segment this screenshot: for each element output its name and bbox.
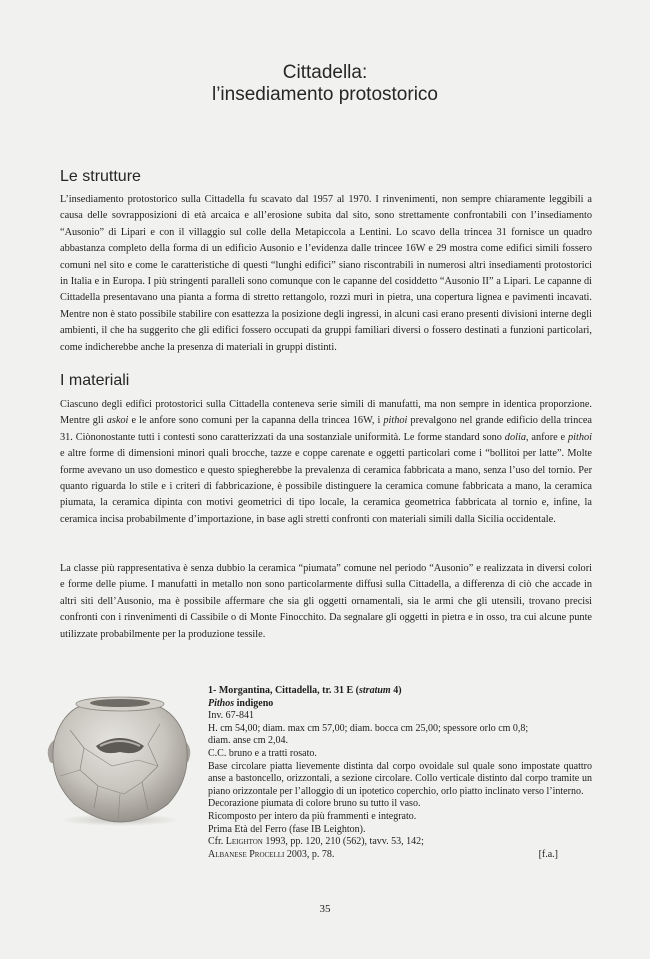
catalog-dimensions-2: diam. anse cm 2,04. (208, 735, 288, 747)
page-number: 35 (319, 903, 331, 915)
paragraph-strutture: L’insediamento protostorico sulla Cittadella fu scavato dal 1957 al 1970. I rinvenimenti, non sempre chiaramente leggibili a causa delle sovrapposizioni di età arcaica e all’erosione subita dal sito, sono strettamente confrontabili con l’insediamento “Ausonio” di Lipari e con il villaggio sul colle della Metapiccola a Lentini. Lo scavo della trincea 31 fornisce un quadro abbastanza completo della forma di un edificio Ausonio e l’evidenza dalle trincee 16W e 29 mostra come edifici simili fossero comuni nel sito e come le caratteristiche di questi “lunghi edifici” siano riscontrabili in numerosi altri insediamenti protostorici in Italia e in Europa. I più stringenti paralleli sono comunque con le capanne del cosiddetto “Ausonio II” a Lipari. Le capanne di Cittadella presentavano una pianta a forma di stretto rettangolo, rozzi muri in pietra, una copertura lignea e pavimenti incavati. Mentre non è stato possibile stabilire con esattezza la posizione degli ingressi, in alcuni casi erano presenti divisioni interne degli ambienti, il che ha suggerito che gli edifici fossero occupati da gruppi familiari diversi o fossero destinati a funzioni particolari, come indicherebbe anche la presenza di materiali in gruppi distinti. (60, 194, 592, 353)
catalog-decoration: Decorazione piumata di colore bruno su tutto il vaso. (208, 798, 421, 810)
catalog-reference-2: Albanese Procelli 2003, p. 78. [f.a.] (208, 848, 558, 860)
paragraph-materiali-2: La classe più rappresentativa è senza dubbio la ceramica “piumata” comune nel periodo “Ausonio” e realizzata in diversi colori e forme delle piume. I manufatti in metallo non sono particolarmente diffusi sulla Cittadella, a differenza di ciò che accade in altri siti dell’Ausonio, ma è possibile affermare che sia gli oggetti ornamentali, sia le armi che gli utensili, trovano precisi confronti con i rinvenimenti di Cassibile o di Monte Finocchito. Da segnalare gli oggetti in pietra e in osso, tra cui alcune punte utilizzate probabilmente per la produzione tessile. (60, 563, 592, 640)
catalog-cfr: Cfr. Leighton 1993, pp. 120, 210 (562), tavv. 53, 142; (208, 836, 424, 848)
catalog-recomposed: Ricomposto per intero da più frammenti e integrato. (208, 810, 417, 822)
catalog-dimensions-1: H. cm 54,00; diam. max cm 57,00; diam. bocca cm 25,00; spessore orlo cm 0,8; (208, 722, 529, 734)
catalog-object-name: Pithos indigeno (208, 697, 274, 709)
catalog-heading: 1- Morgantina, Cittadella, tr. 31 E (stratum 4) (208, 685, 402, 696)
section-heading-strutture: Le strutture (60, 168, 141, 185)
page-title-line-1: Cittadella: (282, 62, 368, 83)
catalog-entry (208, 685, 592, 861)
page-title-line-2: l’insediamento protostorico (211, 84, 438, 105)
catalog-description: Base circolare piatta lievemente distinta dal corpo ovoidale sul quale sono impostate quattro anse a bastoncello, orizzontali, a sezione circolare. Collo verticale distinto dal corpo tramite un piano orizzontale per l’alloggio di un ipotetico coperchio, orlo piatto inclinato verso l’interno. (208, 760, 592, 797)
catalog-clay: C.C. bruno e a tratti rosato. (208, 747, 317, 759)
section-heading-materiali: I materiali (60, 372, 130, 389)
catalog-credit: [f.a.] (538, 848, 558, 860)
pithos-photo (40, 690, 198, 828)
catalog-period: Prima Età del Ferro (fase IB Leighton). (208, 823, 366, 835)
catalog-inventory: Inv. 67-841 (208, 710, 255, 722)
paragraph-materiali-1: Ciascuno degli edifici protostorici sulla Cittadella conteneva serie simili di manufatti, ma non sempre in identica proporzione. Mentre gli askoi e le anfore sono comuni per la capanna della trincea 16W, i pithoi prevalgono nel grande edificio della trincea 31. Ciònonostante tutti i contesti sono caratterizzati da una sostanziale uniformità. Le forme standard sono dolia, anfore e pithoi e altre forme di dimensioni minori quali brocche, tazze e coppe carenate e oggetti particolari come i “bollitoi per latte”. Molte forme avevano un uso domestico e questo spiegherebbe la prevalenza di ceramica fabbricata a mano, senza l’uso del tornio. Per quanto riguarda lo stile e i criteri di fabbricazione, è possibile distinguere la ceramica comune fabbricata a mano, la ceramica piumata, la ceramica dipinta con motivi geometrici di tipo locale, la ceramica geometrica fabbricata al tornio e, infine, la ceramica incisa probabilmente d’importazione, in base agli stretti confronti con materiali simili dalla Sicilia occidentale. (60, 399, 592, 525)
